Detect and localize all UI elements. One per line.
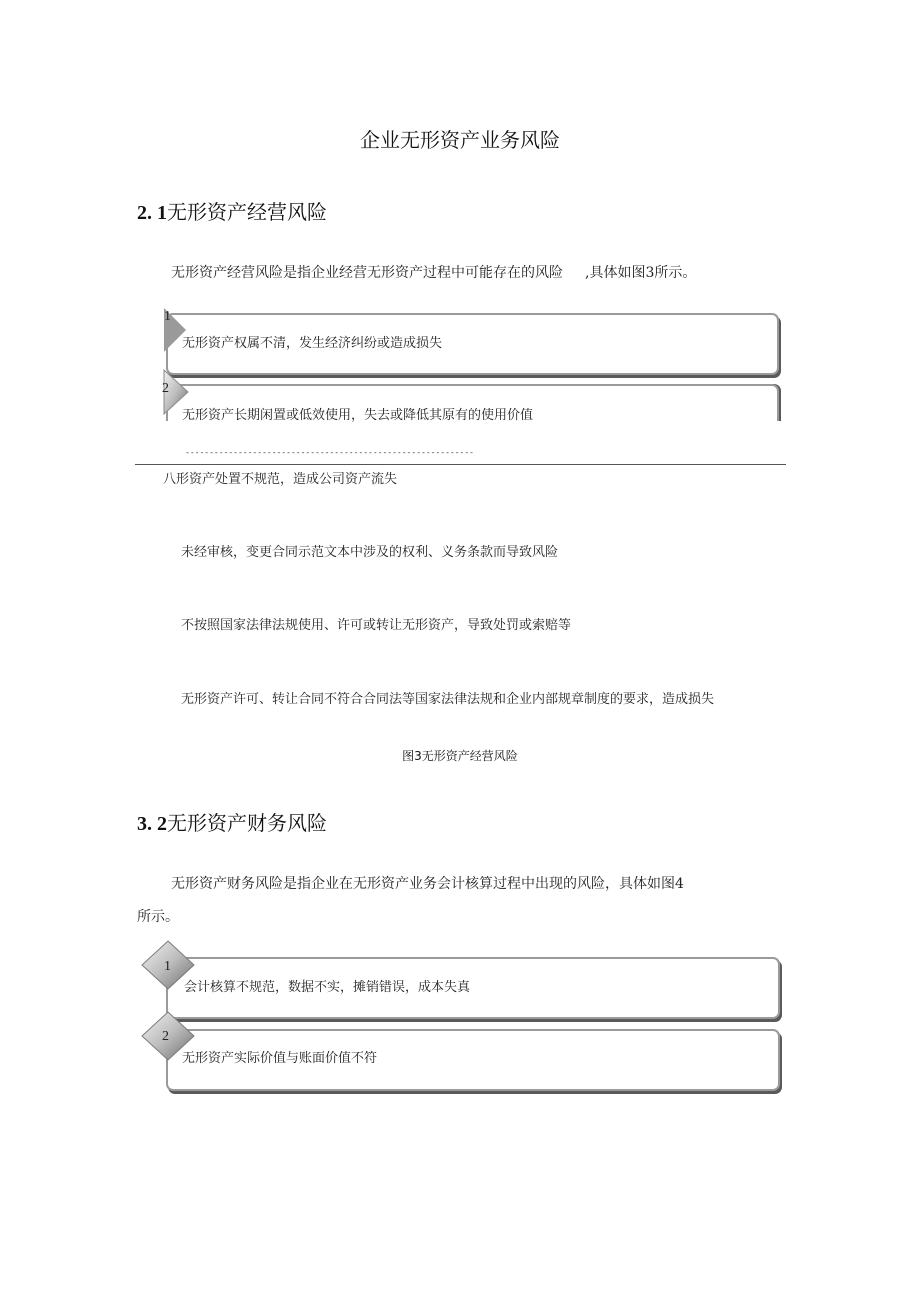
- finance-box-2-label: 无形资产实际价值与账面价值不符: [182, 1051, 378, 1066]
- diamond-badge-icon: [158, 296, 208, 342]
- section-title: 无形资产经营风险: [167, 200, 327, 224]
- section1-intro-tail: ,具体如图3所示。: [585, 265, 697, 281]
- badge-number: 1: [164, 309, 171, 324]
- section-title: 无形资产财务风险: [167, 811, 327, 835]
- section2-intro-line2: 所示。: [137, 909, 179, 925]
- risk-list-item: 未经审核，变更合同示范文本中涉及的权利、义务条款而导致风险: [181, 545, 559, 560]
- section1-intro-main: 无形资产经营风险是指企业经营无形资产过程中可能存在的风险: [171, 265, 563, 281]
- section-heading-2: [137, 807, 327, 836]
- horizontal-rule: [135, 464, 786, 465]
- section2-intro-line1: 无形资产财务风险是指企业在无形资产业务会计核算过程中出现的风险，具体如图4: [171, 876, 684, 892]
- section1-intro: [171, 262, 696, 282]
- badge-number: 1: [164, 959, 171, 974]
- risk-list-item: 不按照国家法律法规使用、许可或转让无形资产，导致处罚或索赔等: [181, 618, 572, 633]
- badge-number: 2: [162, 381, 169, 396]
- page-title: 企业无形资产业务风险: [360, 128, 560, 152]
- badge-number: 2: [162, 1029, 169, 1044]
- risk-box-2-label: 无形资产长期闲置或低效使用，失去或降低其原有的使用价值: [182, 408, 534, 423]
- dashed-separator: ------------------------------------------------------------: [185, 448, 474, 457]
- risk-list-item: 无形资产许可、转让合同不符合合同法等国家法律法规和企业内部规章制度的要求，造成损失: [181, 692, 715, 707]
- diamond-badge-icon: [158, 368, 208, 420]
- section-heading-1: [137, 196, 327, 225]
- risk-box-1-label: 无形资产权属不清，发生经济纠纷或造成损失: [182, 336, 443, 351]
- diamond-badge-icon: [139, 1010, 197, 1062]
- section-number: 2. 1: [137, 202, 167, 224]
- figure3-caption: 图3无形资产经营风险: [402, 749, 518, 763]
- section-number: 3. 2: [137, 813, 167, 835]
- diamond-badge-icon: [139, 939, 197, 991]
- risk-list-item: 八形资产处置不规范，造成公司资产流失: [163, 472, 398, 487]
- finance-box-1-label: 会计核算不规范，数据不实，摊销错误，成本失真: [184, 980, 471, 995]
